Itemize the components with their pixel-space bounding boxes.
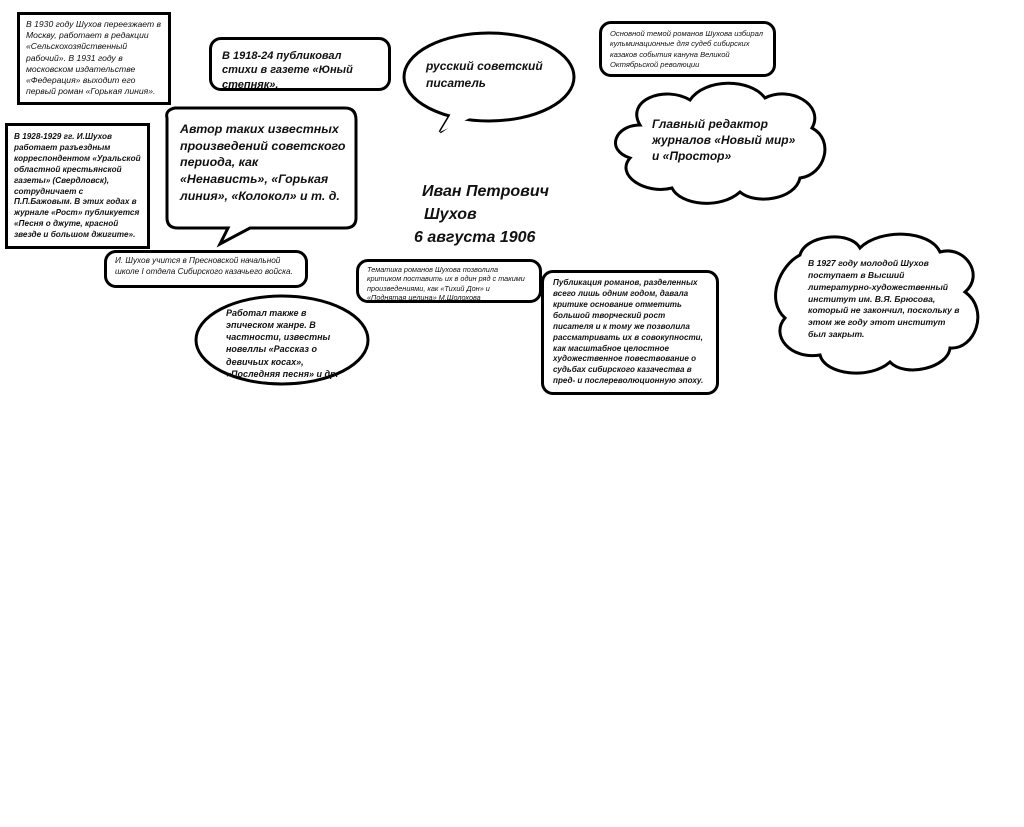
node-poems-1918: [209, 37, 391, 91]
node-poems-1918-text: В 1918-24 публиковал стихи в газете «Юный степняк».: [222, 50, 353, 91]
node-epic-genre: [226, 307, 346, 380]
central-title-name: Иван Петрович: [422, 183, 549, 200]
node-epic-genre-text: Работал также в эпическом жанре. В частности, известны новеллы «Рассказ о девичьих косах», «Последняя песня» и др.: [226, 308, 339, 379]
node-editor: [652, 116, 802, 165]
node-correspondent-1928-text: В 1928-1929 гг. И.Шухов работает разъездным корреспондентом «Уральской областной крестьянской газеты» (Свердловск), сотрудничает с П.П.Бажовым. В этих годах в журнале «Рост» публикуется «Песня о джуте, красной звезде и большом джигите».: [14, 132, 141, 240]
central-title-surname: Шухов: [424, 206, 477, 224]
node-publication: [541, 270, 719, 395]
node-publication-text: Публикация романов, разделенных всего лишь одним годом, давала критике основание отметить большой творческий рост писателя и к тому же позволила рассматривать их в совокупности, как масштабное целостное художественное повествование о судьбах сибирского казачества в пред- и послереволюционную эпоху.: [553, 278, 704, 386]
node-moscow-1930: [17, 12, 171, 105]
node-author-works: [180, 121, 348, 205]
node-editor-text: Главный редактор журналов «Новый мир» и «Простор»: [652, 117, 796, 164]
central-title-birthdate: 6 августа 1906: [414, 229, 536, 247]
node-moscow-1930-text: В 1930 году Шухов переезжает в Москву, работает в редакции «Сельскохозяйственный рабочий». В 1931 году в московском издательстве «Федерация» выходит его первый роман «Горькая линия».: [26, 19, 161, 97]
node-institute-1927-text: В 1927 году молодой Шухов поступает в Высший литературно-художественный институт им. В.Я. Брюсова, который не закончил, поскольку в этом же году этот институт был закрыт.: [808, 258, 960, 340]
central-title: [410, 180, 570, 250]
node-themes-critics-text: Тематика романов Шухова позволила критиком поставить их в один ряд с такими произведениями, как «Тихий Дон» и «Поднятая целина» М.Шолохова: [367, 265, 525, 303]
node-school: [104, 250, 308, 288]
node-soviet-writer: [426, 58, 556, 92]
node-author-works-text: Автор таких известных произведений советского периода, как «Ненависть», «Горькая линия», «Колокол» и т. д.: [180, 122, 346, 203]
node-institute-1927: [808, 258, 963, 341]
node-themes-critics: [356, 259, 542, 303]
node-correspondent-1928: [5, 123, 150, 249]
node-main-theme-text: Основной темой романов Шухова избирал кульминационные для судеб сибирских казаков события кануна Великой Октябрьской революции: [610, 29, 764, 69]
node-soviet-writer-text: русский советский писатель: [426, 59, 543, 90]
node-school-text: И. Шухов учится в Пресновской начальной школе I отдела Сибирского казачьего войска.: [115, 256, 293, 276]
node-main-theme: [599, 21, 776, 77]
